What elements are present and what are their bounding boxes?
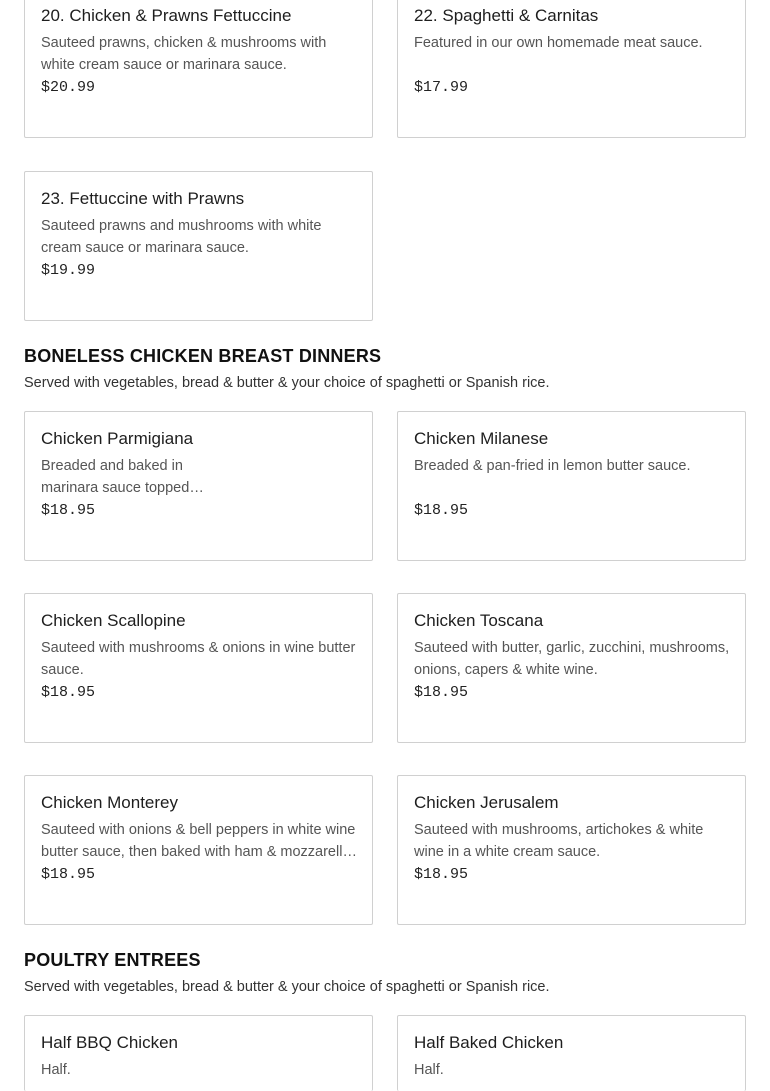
menu-item-price: $18.95 bbox=[414, 502, 469, 519]
menu-item-price: $18.95 bbox=[414, 684, 469, 701]
menu-item-card[interactable] bbox=[397, 1015, 746, 1091]
menu-item-name: Chicken Parmigiana bbox=[41, 429, 194, 448]
menu-item-description: Half. bbox=[41, 1062, 71, 1078]
menu-item-card[interactable] bbox=[24, 593, 373, 743]
menu-item-name: Chicken Jerusalem bbox=[414, 793, 559, 812]
menu-item-price: $18.95 bbox=[41, 684, 96, 701]
menu-item-price: $18.95 bbox=[41, 502, 96, 519]
menu-item-price: $18.95 bbox=[41, 866, 96, 883]
section-title: BONELESS CHICKEN BREAST DINNERS bbox=[24, 346, 382, 366]
menu-item-name: 23. Fettuccine with Prawns bbox=[41, 189, 245, 208]
menu-item-card[interactable] bbox=[24, 1015, 373, 1091]
section-title: POULTRY ENTREES bbox=[24, 950, 201, 970]
menu-item-description: Sauteed with mushrooms, artichokes & white wine in a white cream sauce. bbox=[414, 822, 704, 860]
menu-item-description: Breaded & pan-fried in lemon butter sauce. bbox=[414, 458, 691, 474]
section-subtitle: Served with vegetables, bread & butter & your choice of spaghetti or Spanish rice. bbox=[24, 375, 550, 391]
menu-item-name: 22. Spaghetti & Carnitas bbox=[414, 6, 599, 25]
menu-item-card[interactable] bbox=[24, 0, 373, 138]
menu-item-card[interactable] bbox=[397, 0, 746, 138]
menu-item-name: Chicken Scallopine bbox=[41, 611, 186, 630]
menu-item-description: Breaded and baked in marinara sauce topped bbox=[41, 458, 190, 496]
section-subtitle: Served with vegetables, bread & butter & your choice of spaghetti or Spanish rice. bbox=[24, 979, 550, 995]
menu-item-name: Half Baked Chicken bbox=[414, 1033, 564, 1052]
menu-item-price: $19.99 bbox=[41, 262, 96, 279]
menu-item-card[interactable] bbox=[24, 775, 373, 925]
menu-item-description: Sauteed with butter, garlic, zucchini, mushrooms, onions, capers & white wine. bbox=[414, 640, 730, 678]
menu-item-description: Sauteed prawns and mushrooms with white cream sauce or marinara sauce. bbox=[41, 218, 322, 256]
menu-item-card[interactable] bbox=[397, 411, 746, 561]
menu-item-description: Sauteed with onions & bell peppers in white wine butter sauce, then baked with ham & mozzarella bbox=[41, 822, 356, 860]
menu-item-description: Sauteed prawns, chicken & mushrooms with white cream sauce or marinara sauce. bbox=[41, 35, 327, 73]
menu-item-description: Sauteed with mushrooms & onions in wine butter sauce. bbox=[41, 640, 356, 678]
menu-item-name: Chicken Milanese bbox=[414, 429, 549, 448]
menu-item-price: $18.95 bbox=[414, 866, 469, 883]
menu-item-card[interactable] bbox=[397, 593, 746, 743]
menu-item-name: 20. Chicken & Prawns Fettuccine bbox=[41, 6, 292, 25]
menu-item-card[interactable] bbox=[397, 775, 746, 925]
menu-item-price: $20.99 bbox=[41, 79, 96, 96]
menu-item-price: $17.99 bbox=[414, 79, 469, 96]
menu-item-name: Chicken Toscana bbox=[414, 611, 544, 630]
menu-item-card[interactable] bbox=[24, 171, 373, 321]
menu-item-description: Half. bbox=[414, 1062, 444, 1078]
menu-item-description: Featured in our own homemade meat sauce. bbox=[414, 35, 703, 51]
menu-item-name: Half BBQ Chicken bbox=[41, 1033, 178, 1052]
menu-item-name: Chicken Monterey bbox=[41, 793, 179, 812]
menu-item-card[interactable] bbox=[24, 411, 373, 561]
